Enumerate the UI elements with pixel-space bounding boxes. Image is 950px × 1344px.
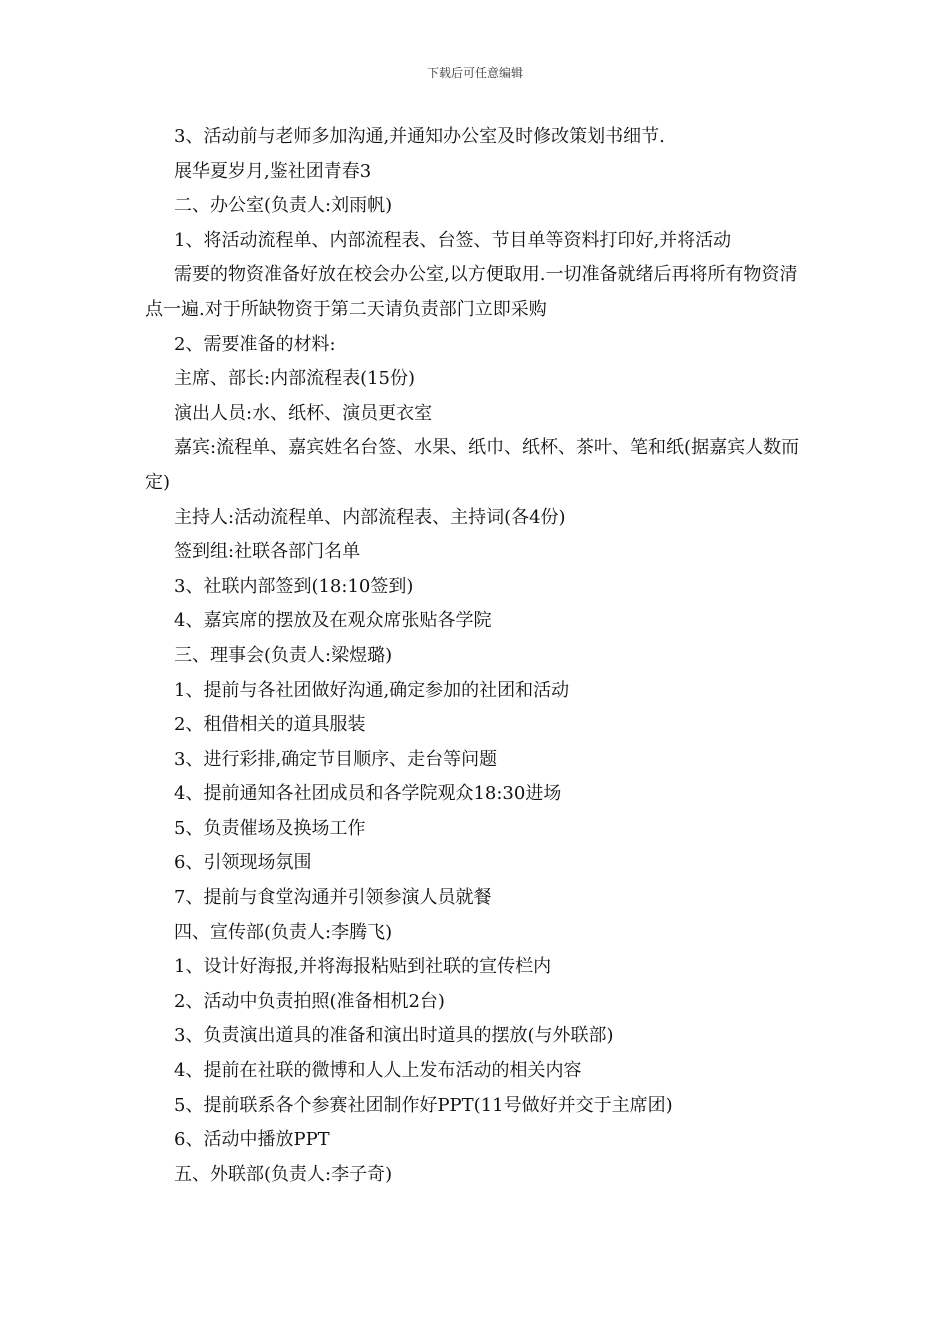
paragraph: 演出人员:水、纸杯、演员更衣室 <box>174 402 433 424</box>
paragraph: 主席、部长:内部流程表(15份) <box>174 368 416 390</box>
paragraph: 6、引领现场氛围 <box>174 852 312 874</box>
paragraph: 1、提前与各社团做好沟通,确定参加的社团和活动 <box>174 679 570 701</box>
paragraph: 签到组:社联各部门名单 <box>174 541 361 563</box>
paragraph: 嘉宾:流程单、嘉宾姓名台签、水果、纸巾、纸杯、茶叶、笔和纸(据嘉宾人数而定) <box>145 437 800 493</box>
paragraph: 7、提前与食堂沟通并引领参演人员就餐 <box>174 887 492 909</box>
paragraph: 2、租借相关的道具服装 <box>174 714 366 736</box>
paragraph: 2、需要准备的材料: <box>174 333 336 355</box>
paragraph: 需要的物资准备好放在校会办公室,以方便取用.一切准备就绪后再将所有物资清点一遍.对于所缺物资于第二天请负责部门立即采购 <box>145 264 798 320</box>
paragraph: 1、将活动流程单、内部流程表、台签、节目单等资料打印好,并将活动 <box>174 229 732 251</box>
paragraph: 4、嘉宾席的摆放及在观众席张贴各学院 <box>174 610 492 632</box>
section-heading: 五、外联部(负责人:李子奇) <box>174 1163 393 1185</box>
paragraph: 1、设计好海报,并将海报粘贴到社联的宣传栏内 <box>174 956 552 978</box>
paragraph: 3、进行彩排,确定节目顺序、走台等问题 <box>174 748 498 770</box>
section-heading: 三、理事会(负责人:梁煜璐) <box>174 644 393 666</box>
section-heading: 二、办公室(负责人:刘雨帆) <box>174 195 393 217</box>
paragraph: 6、活动中播放PPT <box>174 1129 330 1151</box>
paragraph: 3、活动前与老师多加沟通,并通知办公室及时修改策划书细节. <box>174 126 665 147</box>
paragraph: 2、活动中负责拍照(准备相机2台) <box>174 990 445 1012</box>
paragraph: 3、社联内部签到(18:10签到) <box>174 575 414 597</box>
page-header: 下载后可任意编辑 <box>426 66 523 80</box>
paragraph: 5、提前联系各个参赛社团制作好PPT(11号做好并交于主席团) <box>174 1094 673 1116</box>
paragraph: 3、负责演出道具的准备和演出时道具的摆放(与外联部) <box>174 1025 614 1047</box>
paragraph: 5、负责催场及换场工作 <box>174 817 366 839</box>
document-body <box>145 120 813 1192</box>
paragraph: 展华夏岁月,鉴社团青春3 <box>174 160 372 182</box>
section-heading: 四、宣传部(负责人:李腾飞) <box>174 921 393 943</box>
paragraph: 4、提前通知各社团成员和各学院观众18:30进场 <box>174 783 562 805</box>
paragraph: 主持人:活动流程单、内部流程表、主持词(各4份) <box>174 506 566 528</box>
paragraph: 4、提前在社联的微博和人人上发布活动的相关内容 <box>174 1060 582 1082</box>
